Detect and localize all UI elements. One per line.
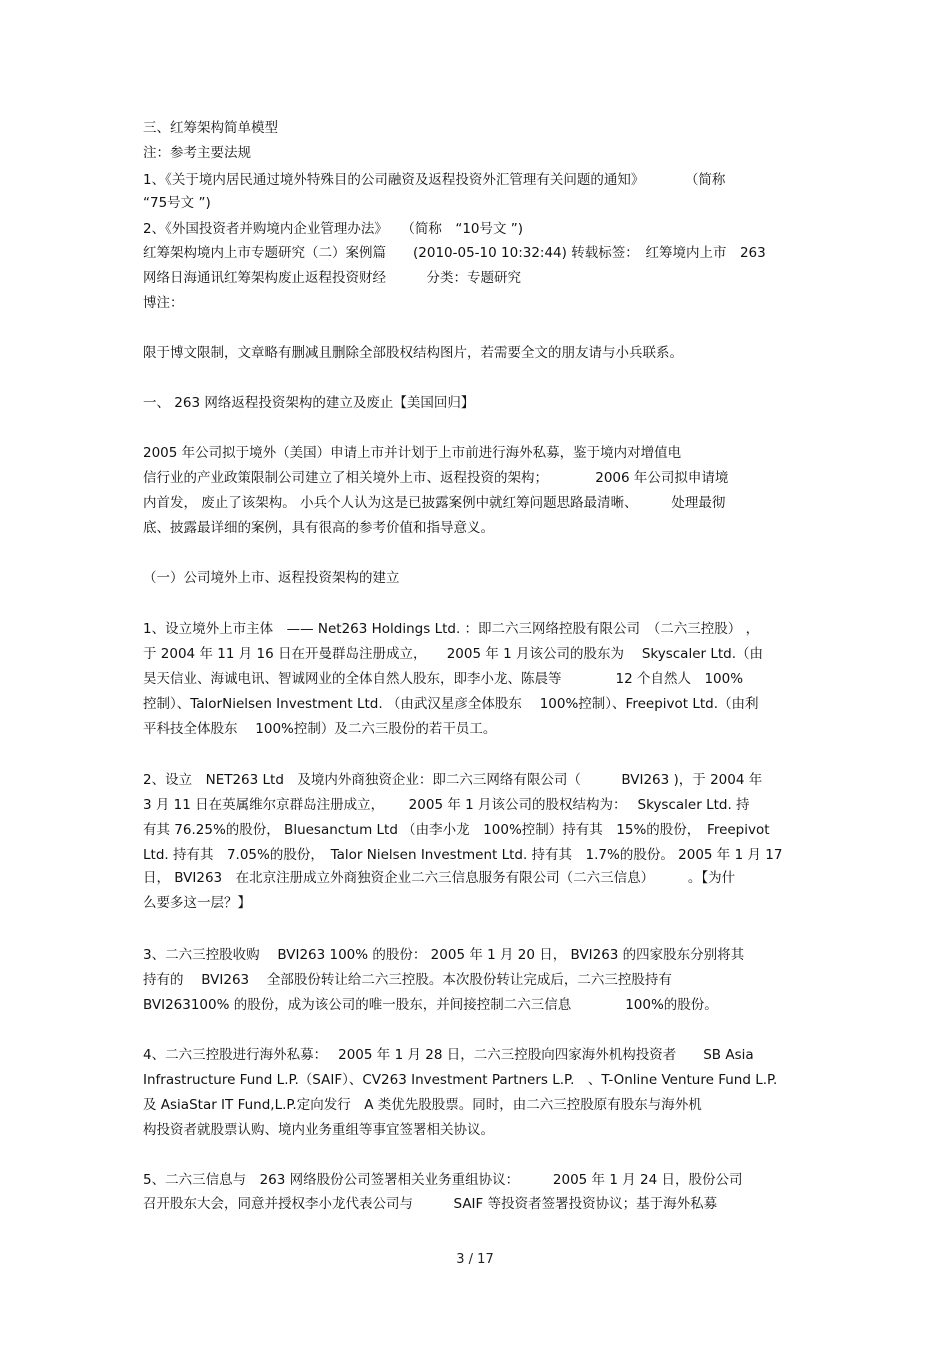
text-line: 平科技全体股东 100%控制）及二六三股份的若干员工。 <box>143 721 497 737</box>
text-line: 控制）、TalorNielsen Investment Ltd. （由武汉星彦全体股东 100%控制）、Freepivot Ltd.（由利 <box>143 696 759 712</box>
text-line: 网络日海通讯红筹架构废止返程投资财经 分类：专题研究 <box>143 270 521 286</box>
text-line: 么要多这一层？】 <box>143 895 251 911</box>
text-line: 1、设立境外上市主体 —— Net263 Holdings Ltd. ：即二六三网络控股有限公司 （二六三控股） ， <box>143 621 760 637</box>
text-line: 内首发， 废止了该架构。 小兵个人认为这是已披露案例中就红筹问题思路最清晰、 处理最彻 <box>143 495 726 511</box>
page-indicator: 3 / 17 <box>456 1252 494 1267</box>
text-line: 2005 年公司拟于境外（美国）申请上市并计划于上市前进行海外私募，鉴于境内对增值电 <box>143 445 682 461</box>
text-line: 底、披露最详细的案例，具有很高的参考价值和指导意义。 <box>143 520 494 536</box>
text-line: 2、《外国投资者并购境内企业管理办法》 （简称 “10号文 ”) <box>143 221 524 237</box>
text-line: 3、二六三控股收购 BVI263 100% 的股份： 2005 年 1 月 20 日， BVI263 的四家股东分别将其 <box>143 947 745 963</box>
section-heading: 三、红筹架构简单模型 <box>143 120 278 136</box>
section-heading: （一）公司境外上市、返程投资架构的建立 <box>143 570 400 586</box>
text-line: 昊天信业、海诚电讯、智诚网业的全体自然人股东，即李小龙、陈晨等 12 个自然人 100% <box>143 671 744 687</box>
text-line: 2、设立 NET263 Ltd 及境内外商独资企业：即二六三网络有限公司（ BVI263 )，于 2004 年 <box>143 772 763 788</box>
text-line: 3 月 11 日在英属维尔京群岛注册成立， 2005 年 1 月该公司的股权结构为： Skyscaler Ltd. 持 <box>143 797 750 813</box>
text-line: 博注： <box>143 295 184 311</box>
text-line: “75号文 ”) <box>143 195 211 211</box>
text-line: BVI263100% 的股份，成为该公司的唯一股东，并间接控制二六三信息 100%的股份。 <box>143 997 718 1013</box>
text-line: 1、《关于境内居民通过境外特殊目的公司融资及返程投资外汇管理有关问题的通知》 （简称 <box>143 172 726 188</box>
text-line: 构投资者就股票认购、境内业务重组等事宜签署相关协议。 <box>143 1122 494 1138</box>
text-line: 召开股东大会，同意并授权李小龙代表公司与 SAIF 等投资者签署投资协议；基于海外私募 <box>143 1196 718 1212</box>
text-line: Infrastructure Fund L.P.（SAIF）、CV263 Investment Partners L.P. 、T-Online Venture Fund L.P. <box>143 1072 778 1088</box>
text-line: 于 2004 年 11 月 16 日在开曼群岛注册成立， 2005 年 1 月该公司的股东为 Skyscaler Ltd.（由 <box>143 646 764 662</box>
text-line: 信行业的产业政策限制公司建立了相关境外上市、返程投资的架构； 2006 年公司拟申请境 <box>143 470 729 486</box>
text-line: 红筹架构境内上市专题研究（二）案例篇 (2010-05-10 10:32:44) 转载标签： 红筹境内上市 263 <box>143 245 766 261</box>
text-line: 5、二六三信息与 263 网络股份公司签署相关业务重组协议： 2005 年 1 月 24 日，股份公司 <box>143 1172 743 1188</box>
text-line: 日， BVI263 在北京注册成立外商独资企业二六三信息服务有限公司（二六三信息） 。【为什 <box>143 870 736 886</box>
text-line: 有其 76.25%的股份， Bluesanctum Ltd （由李小龙 100%控制）持有其 15%的股份， Freepivot <box>143 822 770 838</box>
text-line: 限于博文限制，文章略有删减且删除全部股权结构图片，若需要全文的朋友请与小兵联系。 <box>143 345 683 361</box>
text-line: 及 AsiaStar IT Fund,L.P.定向发行 A 类优先股股票。同时，由二六三控股原有股东与海外机 <box>143 1097 702 1113</box>
text-line: 持有的 BVI263 全部股份转让给二六三控股。本次股份转让完成后，二六三控股持有 <box>143 972 672 988</box>
text-line: Ltd. 持有其 7.05%的股份， Talor Nielsen Investment Ltd. 持有其 1.7%的股份。 2005 年 1 月 17 <box>143 847 783 863</box>
section-heading: 一、 263 网络返程投资架构的建立及废止【美国回归】 <box>143 395 475 411</box>
text-line: 4、二六三控股进行海外私募： 2005 年 1 月 28 日，二六三控股向四家海外机构投资者 SB Asia <box>143 1047 754 1063</box>
text-line: 注：参考主要法规 <box>143 145 251 161</box>
